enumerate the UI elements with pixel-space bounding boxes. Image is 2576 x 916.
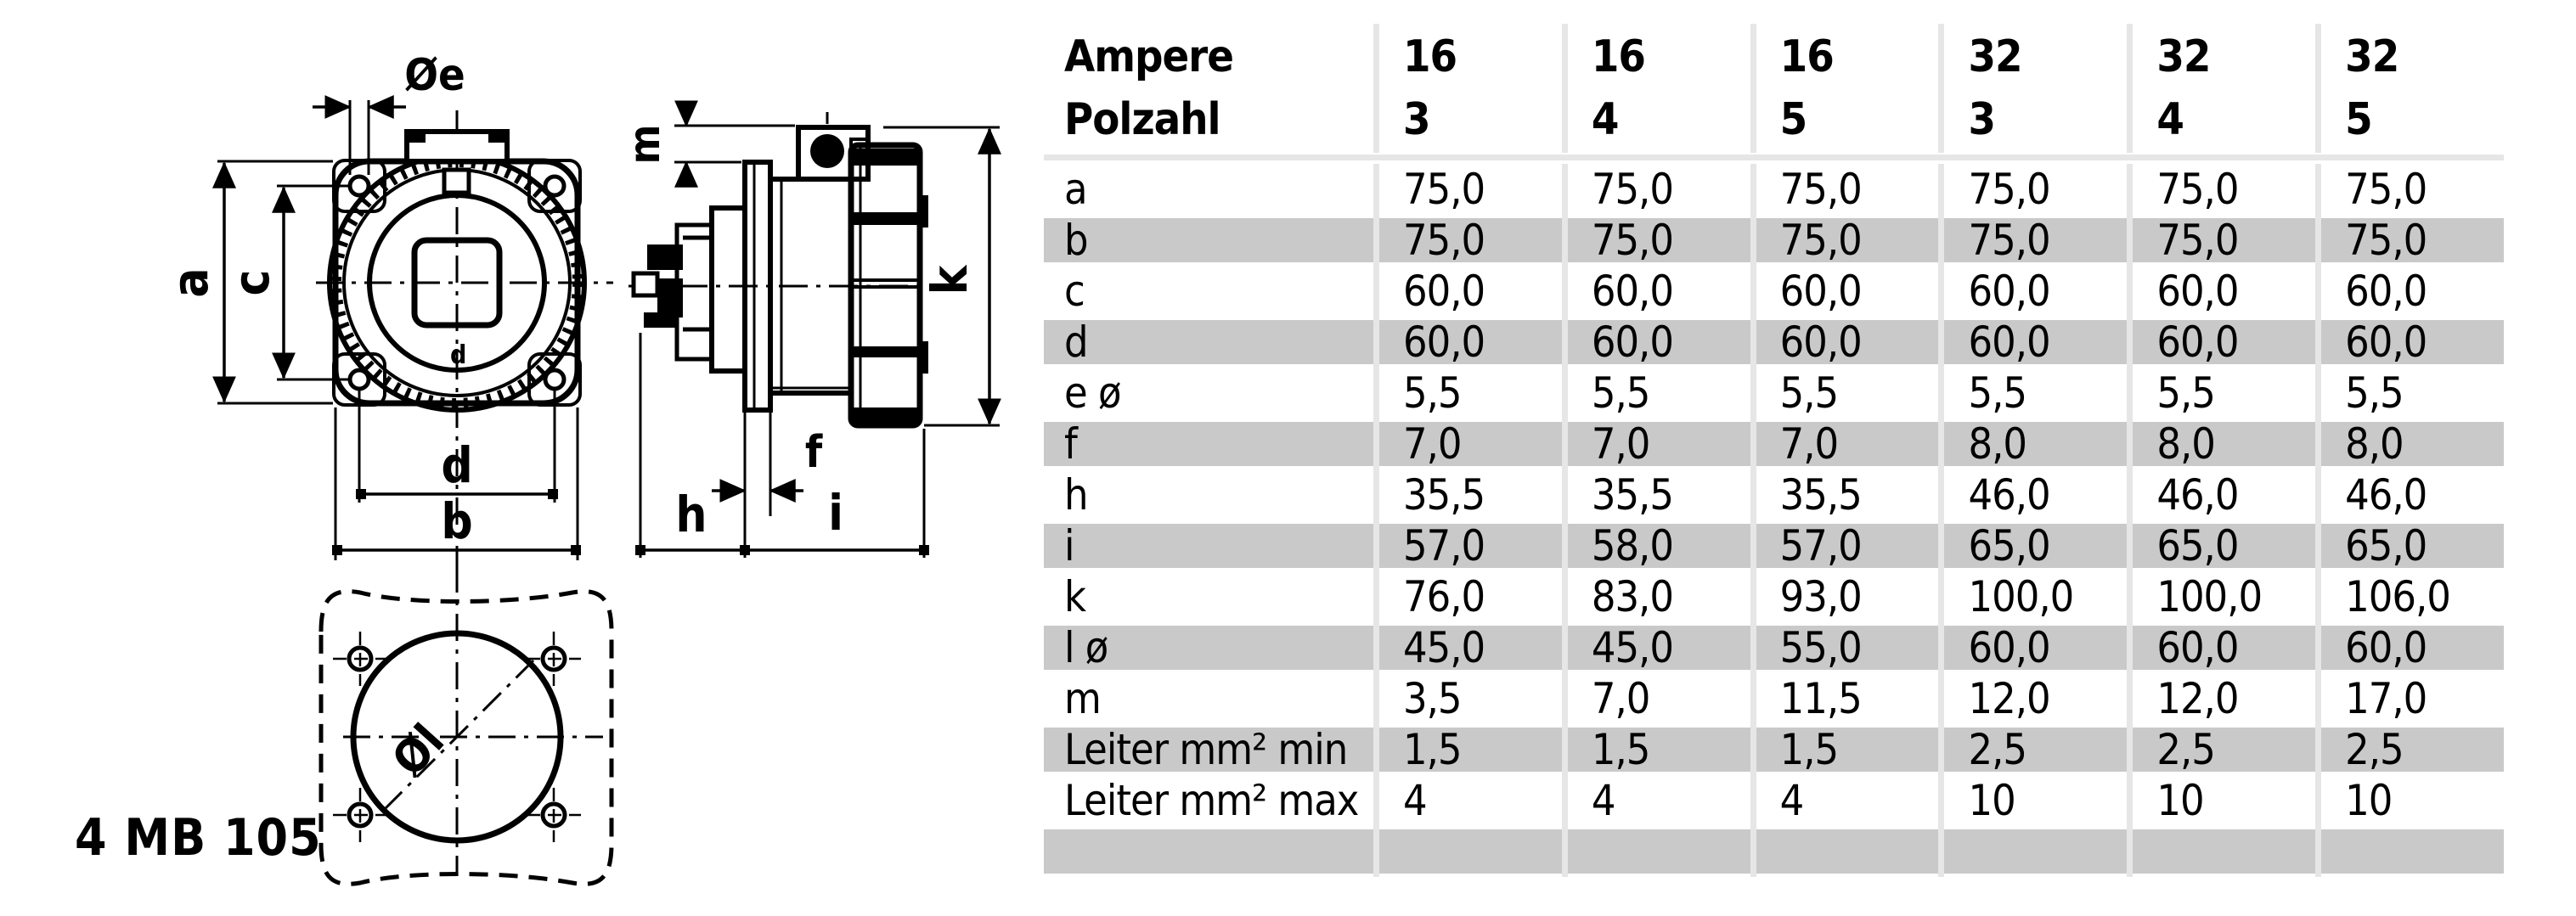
cell-e ø-col1: 5,5 xyxy=(1373,368,1562,419)
front-view-drawing xyxy=(161,50,645,577)
cell-b-col5: 75,0 xyxy=(2127,215,2315,266)
dim-k xyxy=(883,127,1000,425)
cell-m-col1: 3,5 xyxy=(1373,673,1562,724)
header-polzahl-label: Polzahl xyxy=(1064,94,1220,145)
cell-b-col6: 75,0 xyxy=(2315,215,2504,266)
front-top-tab xyxy=(407,132,507,161)
row-label: k xyxy=(1064,572,1086,621)
dim-label-i: i xyxy=(828,484,843,542)
cell-e ø-col5: 5,5 xyxy=(2127,368,2315,419)
cell-k-col4: 100,0 xyxy=(1938,571,2127,622)
front-keyway-notch xyxy=(444,170,469,193)
dim-label-f: f xyxy=(804,427,823,478)
dim-label-b: b xyxy=(441,492,473,550)
cell-Leiter mm² min-col3: 1,5 xyxy=(1750,724,1939,775)
row-label: i xyxy=(1044,520,1373,571)
row-label: a xyxy=(1064,165,1087,214)
row-label: f xyxy=(1044,419,1373,469)
cell-e ø-col3: 5,5 xyxy=(1750,368,1939,419)
cell-h-col6: 46,0 xyxy=(2315,469,2504,520)
cell-d-col5: 60,0 xyxy=(2127,317,2315,368)
technical-drawings xyxy=(0,0,1044,916)
cell-c-col4: 60,0 xyxy=(1938,266,2127,317)
cell-h-col1: 35,5 xyxy=(1373,469,1562,520)
cell-d-col4: 60,0 xyxy=(1938,317,2127,368)
cell-b-col1: 75,0 xyxy=(1373,215,1562,266)
cell-c-col6: 60,0 xyxy=(2315,266,2504,317)
cell-f-col3: 7,0 xyxy=(1750,419,1939,469)
dim-label-ol: Øl xyxy=(381,714,455,787)
cell-Leiter mm² min-col5: 2,5 xyxy=(2127,724,2315,775)
row-label: l ø xyxy=(1044,622,1373,673)
cell-k-col2: 83,0 xyxy=(1562,571,1750,622)
cell-k-col6: 106,0 xyxy=(2315,571,2504,622)
cell-m-col3: 11,5 xyxy=(1750,673,1939,724)
cell-d-col6: 60,0 xyxy=(2315,317,2504,368)
cell-c-col5: 60,0 xyxy=(2127,266,2315,317)
row-label: b xyxy=(1044,215,1373,266)
table-row-a xyxy=(1044,164,2504,215)
header-ampere-label: Ampere xyxy=(1064,31,1234,82)
cell-k-col3: 93,0 xyxy=(1750,571,1939,622)
cell-a-col1: 75,0 xyxy=(1373,164,1562,215)
cell-a-col3: 75,0 xyxy=(1750,164,1939,215)
cell-l ø-col3: 55,0 xyxy=(1750,622,1939,673)
cell-Leiter mm² min-col4: 2,5 xyxy=(1938,724,2127,775)
cell-f-col1: 7,0 xyxy=(1373,419,1562,469)
row-label: c xyxy=(1064,267,1085,316)
header-divider xyxy=(1044,155,2504,160)
header-col-4: 32 3 xyxy=(1938,24,2127,153)
table-row-Leiter mm² min xyxy=(1044,724,2504,775)
cell-empty-col1 xyxy=(1373,826,1562,877)
cell-d-col2: 60,0 xyxy=(1562,317,1750,368)
dimension-table xyxy=(1044,24,2504,877)
cell-l ø-col2: 45,0 xyxy=(1562,622,1750,673)
table-row-k xyxy=(1044,571,2504,622)
cell-c-col3: 60,0 xyxy=(1750,266,1939,317)
cell-a-col2: 75,0 xyxy=(1562,164,1750,215)
row-label: Leiter mm² min xyxy=(1044,724,1373,775)
header-col-1: 16 3 xyxy=(1373,24,1562,153)
dim-label-c: c xyxy=(223,269,280,296)
cell-d-col3: 60,0 xyxy=(1750,317,1939,368)
cell-l ø-col5: 60,0 xyxy=(2127,622,2315,673)
dim-label-h: h xyxy=(675,486,707,543)
cell-h-col4: 46,0 xyxy=(1938,469,2127,520)
header-col-3: 16 5 xyxy=(1750,24,1939,153)
cell-i-col1: 57,0 xyxy=(1373,520,1562,571)
row-label: h xyxy=(1064,470,1088,520)
cell-Leiter mm² min-col6: 2,5 xyxy=(2315,724,2504,775)
cell-h-col5: 46,0 xyxy=(2127,469,2315,520)
dim-f xyxy=(712,393,823,558)
header-col-6: 32 5 xyxy=(2315,24,2504,153)
front-face-marking: d xyxy=(450,340,467,370)
table-row-d xyxy=(1044,317,2504,368)
cell-a-col5: 75,0 xyxy=(2127,164,2315,215)
gasket-centerlines xyxy=(343,565,603,876)
gasket-view-drawing xyxy=(306,577,628,900)
table-row-m xyxy=(1044,673,2504,724)
row-label: d xyxy=(1044,317,1373,368)
cell-empty-col6 xyxy=(2315,826,2504,877)
table-row-e ø xyxy=(1044,368,2504,419)
cell-Leiter mm² max-col5: 10 xyxy=(2127,775,2315,826)
dim-label-m: m xyxy=(620,124,669,165)
cell-m-col2: 7,0 xyxy=(1562,673,1750,724)
side-ribbed-cap xyxy=(851,145,928,425)
cell-l ø-col6: 60,0 xyxy=(2315,622,2504,673)
cell-empty-col3 xyxy=(1750,826,1939,877)
header-label-cell xyxy=(1044,24,1373,153)
cell-f-col4: 8,0 xyxy=(1938,419,2127,469)
cell-Leiter mm² min-col1: 1,5 xyxy=(1373,724,1562,775)
table-header-row xyxy=(1044,24,2504,153)
cell-f-col6: 8,0 xyxy=(2315,419,2504,469)
cell-Leiter mm² max-col6: 10 xyxy=(2315,775,2504,826)
cell-Leiter mm² max-col4: 10 xyxy=(1938,775,2127,826)
cell-b-col2: 75,0 xyxy=(1562,215,1750,266)
side-view-drawing xyxy=(620,110,1019,577)
cell-k-col5: 100,0 xyxy=(2127,571,2315,622)
cell-a-col6: 75,0 xyxy=(2315,164,2504,215)
cell-Leiter mm² min-col2: 1,5 xyxy=(1562,724,1750,775)
cell-f-col2: 7,0 xyxy=(1562,419,1750,469)
row-label: m xyxy=(1064,674,1101,723)
cell-m-col6: 17,0 xyxy=(2315,673,2504,724)
cell-e ø-col2: 5,5 xyxy=(1562,368,1750,419)
row-label xyxy=(1044,826,1373,877)
cell-Leiter mm² max-col3: 4 xyxy=(1750,775,1939,826)
table-row-f xyxy=(1044,419,2504,469)
cell-i-col3: 57,0 xyxy=(1750,520,1939,571)
cell-empty-col5 xyxy=(2127,826,2315,877)
part-number: 4 MB 105 xyxy=(75,808,322,868)
cell-b-col4: 75,0 xyxy=(1938,215,2127,266)
table-body xyxy=(1044,164,2504,877)
table-row-c xyxy=(1044,266,2504,317)
table-row-Leiter mm² max xyxy=(1044,775,2504,826)
header-col-5: 32 4 xyxy=(2127,24,2315,153)
cell-e ø-col6: 5,5 xyxy=(2315,368,2504,419)
dim-label-oe: Øe xyxy=(404,50,465,101)
cell-empty-col2 xyxy=(1562,826,1750,877)
cell-i-col5: 65,0 xyxy=(2127,520,2315,571)
cell-i-col6: 65,0 xyxy=(2315,520,2504,571)
cell-Leiter mm² max-col1: 4 xyxy=(1373,775,1562,826)
table-row-l ø xyxy=(1044,622,2504,673)
cell-k-col1: 76,0 xyxy=(1373,571,1562,622)
cell-a-col4: 75,0 xyxy=(1938,164,2127,215)
dim-label-k: k xyxy=(921,265,978,295)
cell-i-col4: 65,0 xyxy=(1938,520,2127,571)
cell-h-col2: 35,5 xyxy=(1562,469,1750,520)
cell-h-col3: 35,5 xyxy=(1750,469,1939,520)
table-row-h xyxy=(1044,469,2504,520)
dim-label-a: a xyxy=(161,267,219,298)
table-row-i xyxy=(1044,520,2504,571)
cell-d-col1: 60,0 xyxy=(1373,317,1562,368)
cell-c-col1: 60,0 xyxy=(1373,266,1562,317)
cell-m-col5: 12,0 xyxy=(2127,673,2315,724)
header-col-2: 16 4 xyxy=(1562,24,1750,153)
cell-m-col4: 12,0 xyxy=(1938,673,2127,724)
cell-l ø-col1: 45,0 xyxy=(1373,622,1562,673)
dim-label-d: d xyxy=(441,436,473,494)
row-label: e ø xyxy=(1064,368,1121,418)
cell-empty-col4 xyxy=(1938,826,2127,877)
side-rear-body xyxy=(712,208,745,371)
cell-f-col5: 8,0 xyxy=(2127,419,2315,469)
table-row-b xyxy=(1044,215,2504,266)
side-terminals xyxy=(634,238,712,329)
cell-Leiter mm² max-col2: 4 xyxy=(1562,775,1750,826)
cell-i-col2: 58,0 xyxy=(1562,520,1750,571)
table-row-empty-13 xyxy=(1044,826,2504,877)
row-label: Leiter mm² max xyxy=(1064,776,1359,825)
cell-b-col3: 75,0 xyxy=(1750,215,1939,266)
cell-l ø-col4: 60,0 xyxy=(1938,622,2127,673)
cell-c-col2: 60,0 xyxy=(1562,266,1750,317)
cell-e ø-col4: 5,5 xyxy=(1938,368,2127,419)
